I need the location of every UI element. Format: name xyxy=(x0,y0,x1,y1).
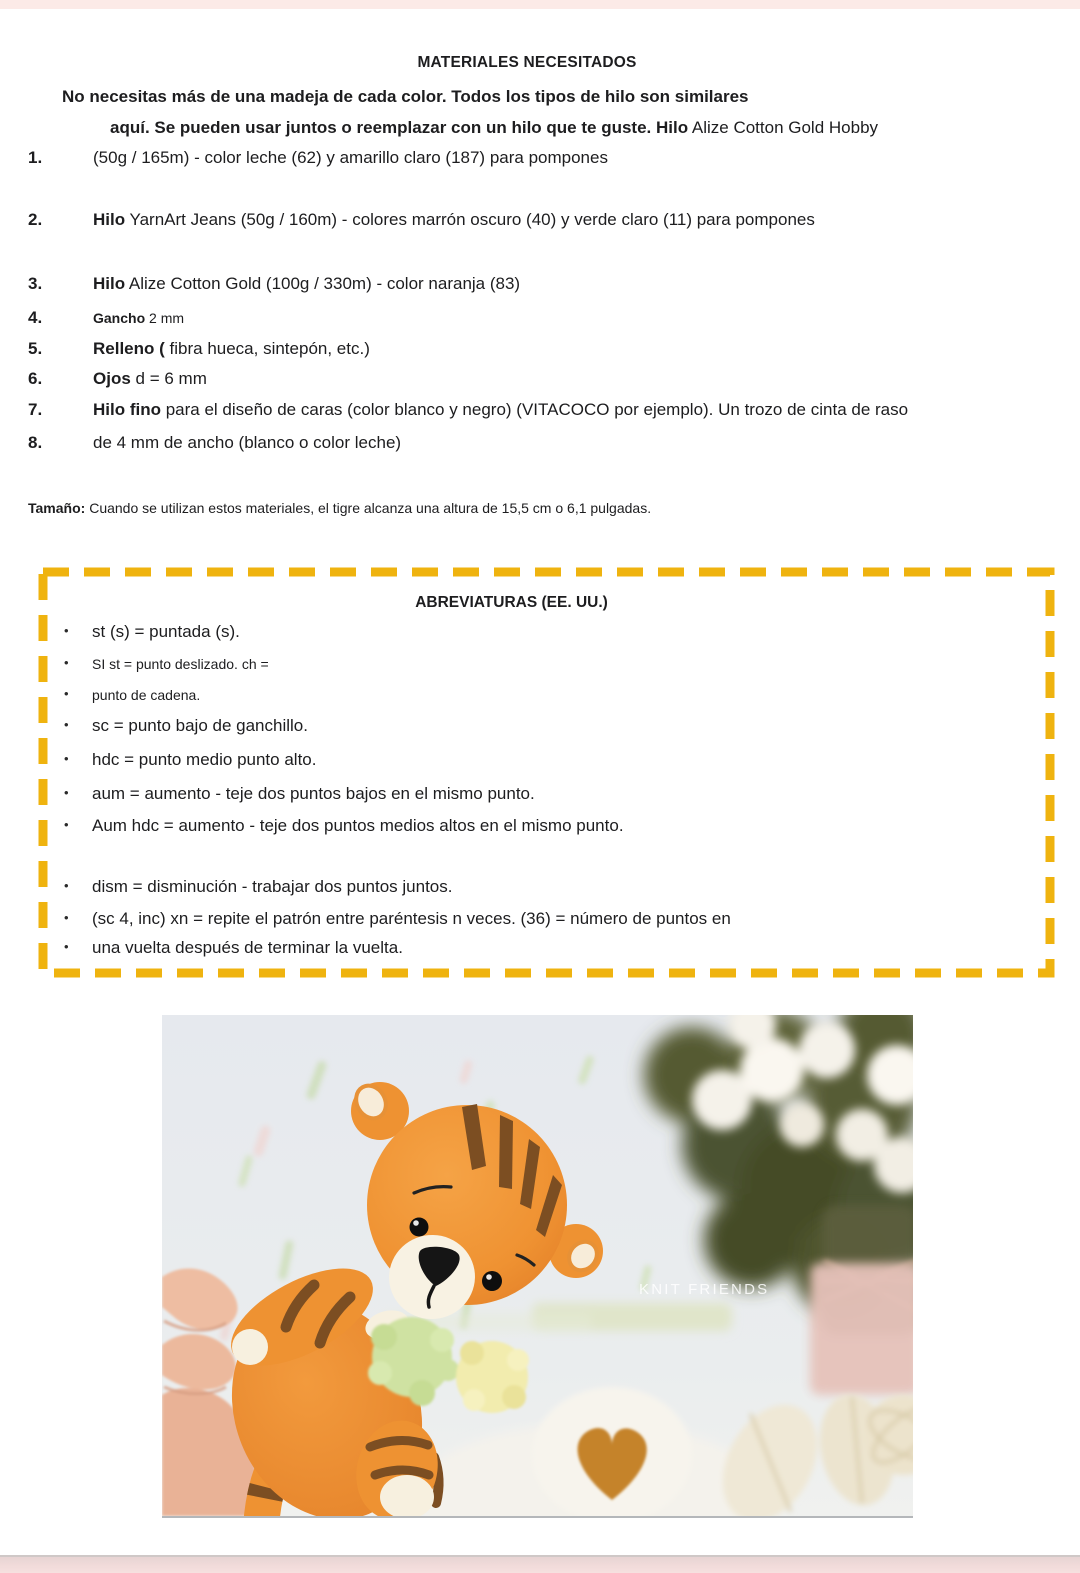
item-text: de 4 mm de ancho (blanco o color leche) xyxy=(93,433,402,452)
item-number: 1. xyxy=(28,148,43,167)
item-text: Hilo YarnArt Jeans (50g / 160m) - colores marrón oscuro (40) y verde claro (11) para pompones xyxy=(93,210,815,229)
page-title: MATERIALES NECESITADOS xyxy=(417,54,637,71)
item-number: 7. xyxy=(28,400,43,419)
item-text: (50g / 165m) - color leche (62) y amarillo claro (187) para pompones xyxy=(93,148,608,167)
abbreviations-title: ABREVIATURAS (EE. UU.) xyxy=(415,594,608,611)
item-text: Ojos d = 6 mm xyxy=(93,369,207,388)
watermark-text: KNIT FRIENDS xyxy=(639,1281,770,1298)
item-text: Gancho 2 mm xyxy=(93,310,185,326)
item-number: 5. xyxy=(28,339,43,358)
item-text: Relleno ( fibra hueca, sintepón, etc.) xyxy=(93,339,370,358)
tiger-photo xyxy=(162,1015,913,1518)
item-number: 2. xyxy=(28,210,43,229)
intro-line-2: aquí. Se pueden usar juntos o reemplazar con un hilo que te guste. Hilo Alize Cotton Gold Hobby xyxy=(110,118,879,137)
size-note: Tamaño: Cuando se utilizan estos materiales, el tigre alcanza una altura de 15,5 cm o 6,1 pulgadas. xyxy=(28,500,652,516)
item-number: 6. xyxy=(28,369,43,388)
top-pink-band xyxy=(0,0,1080,9)
item-number: 8. xyxy=(28,433,43,452)
pink-pot xyxy=(810,1263,913,1395)
item-text: Hilo Alize Cotton Gold (100g / 330m) - color naranja (83) xyxy=(93,274,521,293)
right-eye xyxy=(482,1271,502,1291)
item-number: 3. xyxy=(28,274,43,293)
left-eye xyxy=(410,1218,429,1237)
item-number: 4. xyxy=(28,308,43,327)
intro-line-1: No necesitas más de una madeja de cada color. Todos los tipos de hilo son similares xyxy=(62,87,749,106)
tiger-photo-scene xyxy=(162,1015,913,1516)
bottom-pink-band xyxy=(0,1555,1080,1573)
tiger-paw xyxy=(232,1329,268,1365)
item-text: Hilo fino para el diseño de caras (color blanco y negro) (VITACOCO por ejemplo). Un trozo de cinta de raso xyxy=(93,400,909,419)
document-page: MATERIALES NECESITADOS No necesitas más de una madeja de cada color. Todos los tipos de hilo son similares aquí. Se pueden usar juntos o reemplazar con un hilo que te guste. Hilo Alize Cotton Gold Hobby 1. (50g / 165m) - color leche (62) y amarillo claro (187) para pompones 2. Hilo YarnArt Jeans (50g / 160m) - colores marrón oscuro (40) y verde claro (11) para pompones 3. Hilo Alize Cotton Gold (100g / 330m) - color naranja (83) 4. Gancho 2 mm 5. Relleno ( fibra hueca, sintepón, etc.) 6. Ojos d = 6 mm 7. Hilo fino para el diseño de caras (color blanco y negro) (VITACOCO por ejemplo). Un trozo de cinta de raso 8. de 4 mm de ancho (blanco o color leche) Tamaño: Cuando se utilizan estos materiales, el tigre alcanza una altura de 15,5 cm o 6,1 pulgadas. ABREVIATURAS (EE. UU.) • st (s) = puntada (s). • SI st = punto deslizado. ch = • punto de cadena. • sc = punto bajo de ganchillo. • hdc = punto medio punto alto. • aum = aumento - teje dos puntos bajos en el mismo punto. • Aum hdc = aumento - teje dos puntos medios altos en el mismo punto. • dism = disminución - trabajar dos puntos juntos. • (sc 4, inc) xn = repite el patrón entre paréntesis n veces. (36) = número de puntos en • una vuelta después de terminar la vuelta. KNIT FRIENDS xyxy=(0,0,1080,1573)
